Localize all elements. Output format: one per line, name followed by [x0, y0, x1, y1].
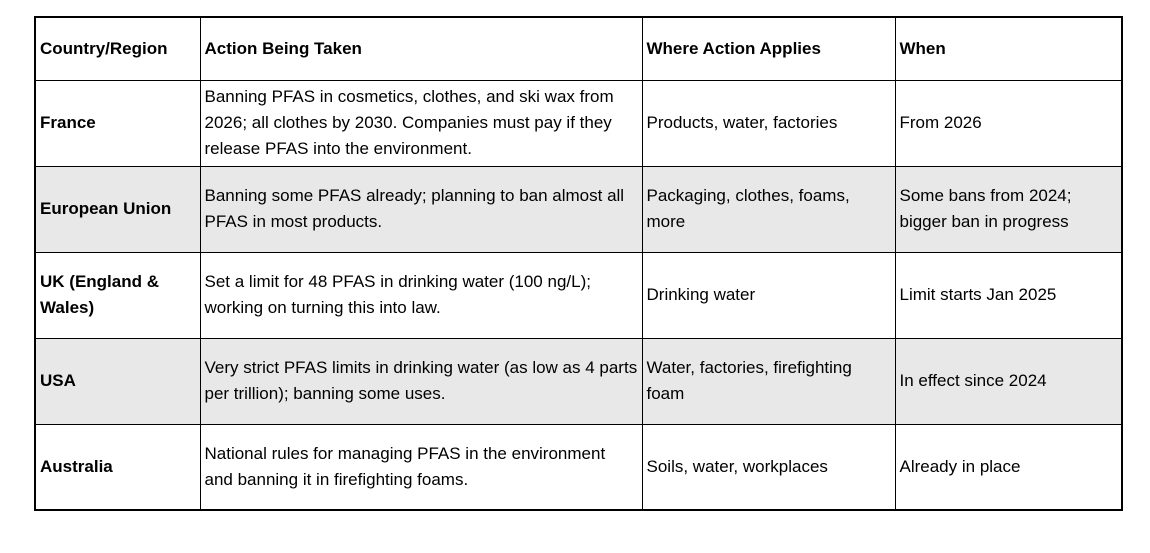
cell-action: Set a limit for 48 PFAS in drinking water (100 ng/L); working on turning this into law. — [200, 252, 642, 338]
table-row — [35, 252, 1122, 338]
cell-region: European Union — [35, 166, 200, 252]
header-country-region: Country/Region — [35, 17, 200, 80]
cell-region: UK (England & Wales) — [35, 252, 200, 338]
table-header-row — [35, 17, 1122, 80]
cell-when: Limit starts Jan 2025 — [895, 252, 1122, 338]
table-row — [35, 80, 1122, 166]
cell-when: Some bans from 2024; bigger ban in progress — [895, 166, 1122, 252]
header-action-being-taken: Action Being Taken — [200, 17, 642, 80]
table-row — [35, 166, 1122, 252]
cell-region: France — [35, 80, 200, 166]
cell-applies: Soils, water, workplaces — [642, 424, 895, 510]
cell-when: From 2026 — [895, 80, 1122, 166]
header-where-action-applies: Where Action Applies — [642, 17, 895, 80]
cell-applies: Drinking water — [642, 252, 895, 338]
table-row — [35, 424, 1122, 510]
cell-region: USA — [35, 338, 200, 424]
pfas-regulation-table — [34, 16, 1123, 511]
cell-applies: Packaging, clothes, foams, more — [642, 166, 895, 252]
cell-action: National rules for managing PFAS in the environment and banning it in firefighting foams. — [200, 424, 642, 510]
table-row — [35, 338, 1122, 424]
cell-action: Banning some PFAS already; planning to ban almost all PFAS in most products. — [200, 166, 642, 252]
cell-when: In effect since 2024 — [895, 338, 1122, 424]
cell-applies: Products, water, factories — [642, 80, 895, 166]
cell-action: Very strict PFAS limits in drinking water (as low as 4 parts per trillion); banning some uses. — [200, 338, 642, 424]
cell-region: Australia — [35, 424, 200, 510]
cell-action: Banning PFAS in cosmetics, clothes, and ski wax from 2026; all clothes by 2030. Companies must pay if they release PFAS into the environment. — [200, 80, 642, 166]
pfas-regulation-table-container — [34, 16, 1123, 511]
cell-applies: Water, factories, firefighting foam — [642, 338, 895, 424]
cell-when: Already in place — [895, 424, 1122, 510]
header-when: When — [895, 17, 1122, 80]
